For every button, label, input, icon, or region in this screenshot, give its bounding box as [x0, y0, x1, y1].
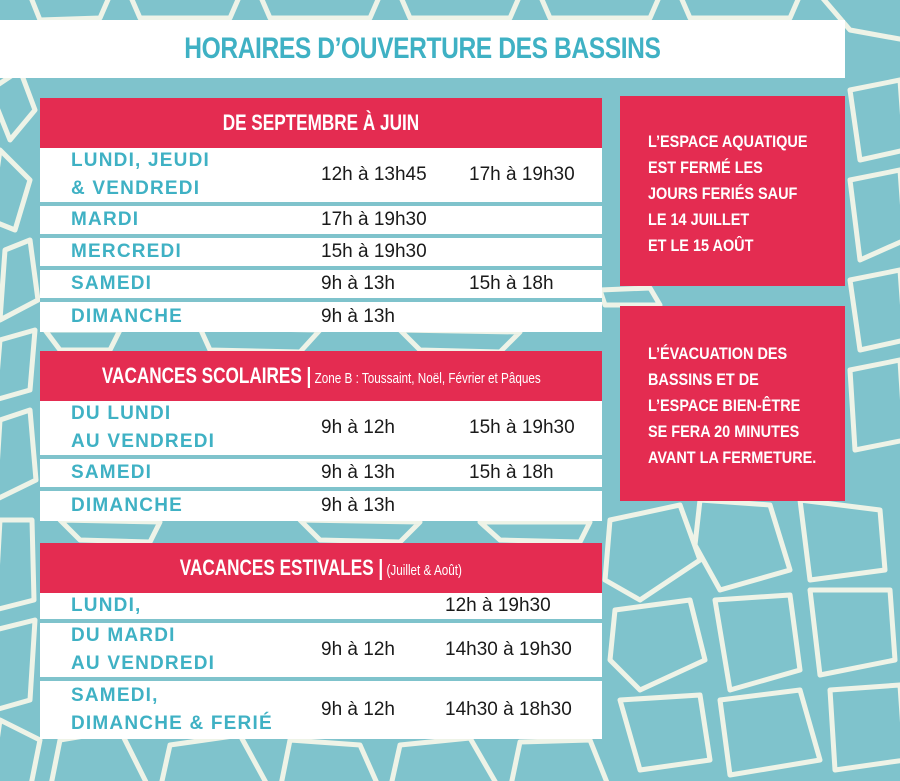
info-box-evacuation: [620, 306, 845, 501]
day-label: DIMANCHE: [71, 495, 183, 516]
time-slot-1: 12h à 13h45: [321, 164, 427, 185]
table-row: [40, 623, 602, 681]
time-slot-1: 9h à 13h: [321, 306, 395, 327]
table-row: [40, 401, 602, 459]
section-header: [40, 351, 602, 401]
day-label: DU LUNDI AU VENDREDI: [71, 403, 216, 452]
section-header: [40, 98, 602, 148]
day-label: LUNDI, JEUDI & VENDREDI: [71, 150, 210, 199]
table-row: [40, 206, 602, 238]
table-row: [40, 593, 602, 623]
time-slot-1: 9h à 12h: [321, 639, 395, 660]
day-label: LUNDI,: [71, 595, 142, 616]
time-slot-2: 17h à 19h30: [469, 164, 575, 185]
time-slot-1: 15h à 19h30: [321, 241, 427, 262]
day-label: MARDI: [71, 209, 140, 230]
time-slot-1: 17h à 19h30: [321, 209, 427, 230]
day-label: SAMEDI: [71, 462, 153, 483]
info-box-jours-feries: [620, 96, 845, 286]
info-line: LE 14 JUILLET: [648, 210, 750, 229]
info-line: L’ESPACE BIEN-ÊTRE: [648, 396, 801, 415]
table-row: [40, 302, 602, 332]
page-title: HORAIRES D’OUVERTURE DES BASSINS: [184, 32, 661, 65]
time-slot-2: 12h à 19h30: [445, 595, 551, 616]
section-subtitle: (Juillet & Août): [383, 562, 463, 579]
time-slot-2: 15h à 19h30: [469, 417, 575, 438]
time-slot-2: 15h à 18h: [469, 273, 554, 294]
time-slot-2: 14h30 à 19h30: [445, 639, 572, 660]
table-row: [40, 148, 602, 206]
time-slot-1: 9h à 12h: [321, 417, 395, 438]
info-line: AVANT LA FERMETURE.: [648, 448, 817, 467]
info-line: SE FERA 20 MINUTES: [648, 422, 800, 441]
time-slot-1: 9h à 13h: [321, 462, 395, 483]
time-slot-2: 15h à 18h: [469, 462, 554, 483]
info-line: JOURS FERIÉS SAUF: [648, 184, 798, 203]
day-label: DIMANCHE: [71, 306, 183, 327]
section-title: VACANCES ESTIVALES |: [179, 555, 384, 580]
time-slot-1: 9h à 13h: [321, 273, 395, 294]
time-slot-1: 9h à 13h: [321, 495, 395, 516]
table-row: [40, 238, 602, 270]
info-line: ET LE 15 AOÛT: [648, 236, 754, 255]
section-title: VACANCES SCOLAIRES |: [101, 363, 312, 388]
info-line: L’ÉVACUATION DES: [648, 344, 788, 363]
info-line: BASSINS ET DE: [648, 370, 759, 389]
section-title: DE SEPTEMBRE À JUIN: [222, 110, 420, 135]
table-row: [40, 270, 602, 302]
table-row: [40, 459, 602, 491]
section-vacances-scolaires: [40, 351, 602, 521]
day-label: MERCREDI: [71, 241, 182, 262]
day-label: DU MARDI AU VENDREDI: [71, 625, 216, 674]
section-subtitle: Zone B : Toussaint, Noël, Février et Pâques: [311, 370, 541, 387]
table-row: [40, 491, 602, 521]
info-line: EST FERMÉ LES: [648, 158, 763, 177]
day-label: SAMEDI: [71, 273, 153, 294]
info-line: L’ESPACE AQUATIQUE: [648, 132, 808, 151]
section-septembre-juin: [40, 98, 602, 332]
time-slot-1: 9h à 12h: [321, 699, 395, 720]
section-vacances-estivales: [40, 543, 602, 739]
table-row: [40, 681, 602, 739]
title-banner: [0, 20, 845, 78]
time-slot-2: 14h30 à 18h30: [445, 699, 572, 720]
section-header: [40, 543, 602, 593]
day-label: SAMEDI, DIMANCHE & FERIÉ: [71, 685, 273, 734]
